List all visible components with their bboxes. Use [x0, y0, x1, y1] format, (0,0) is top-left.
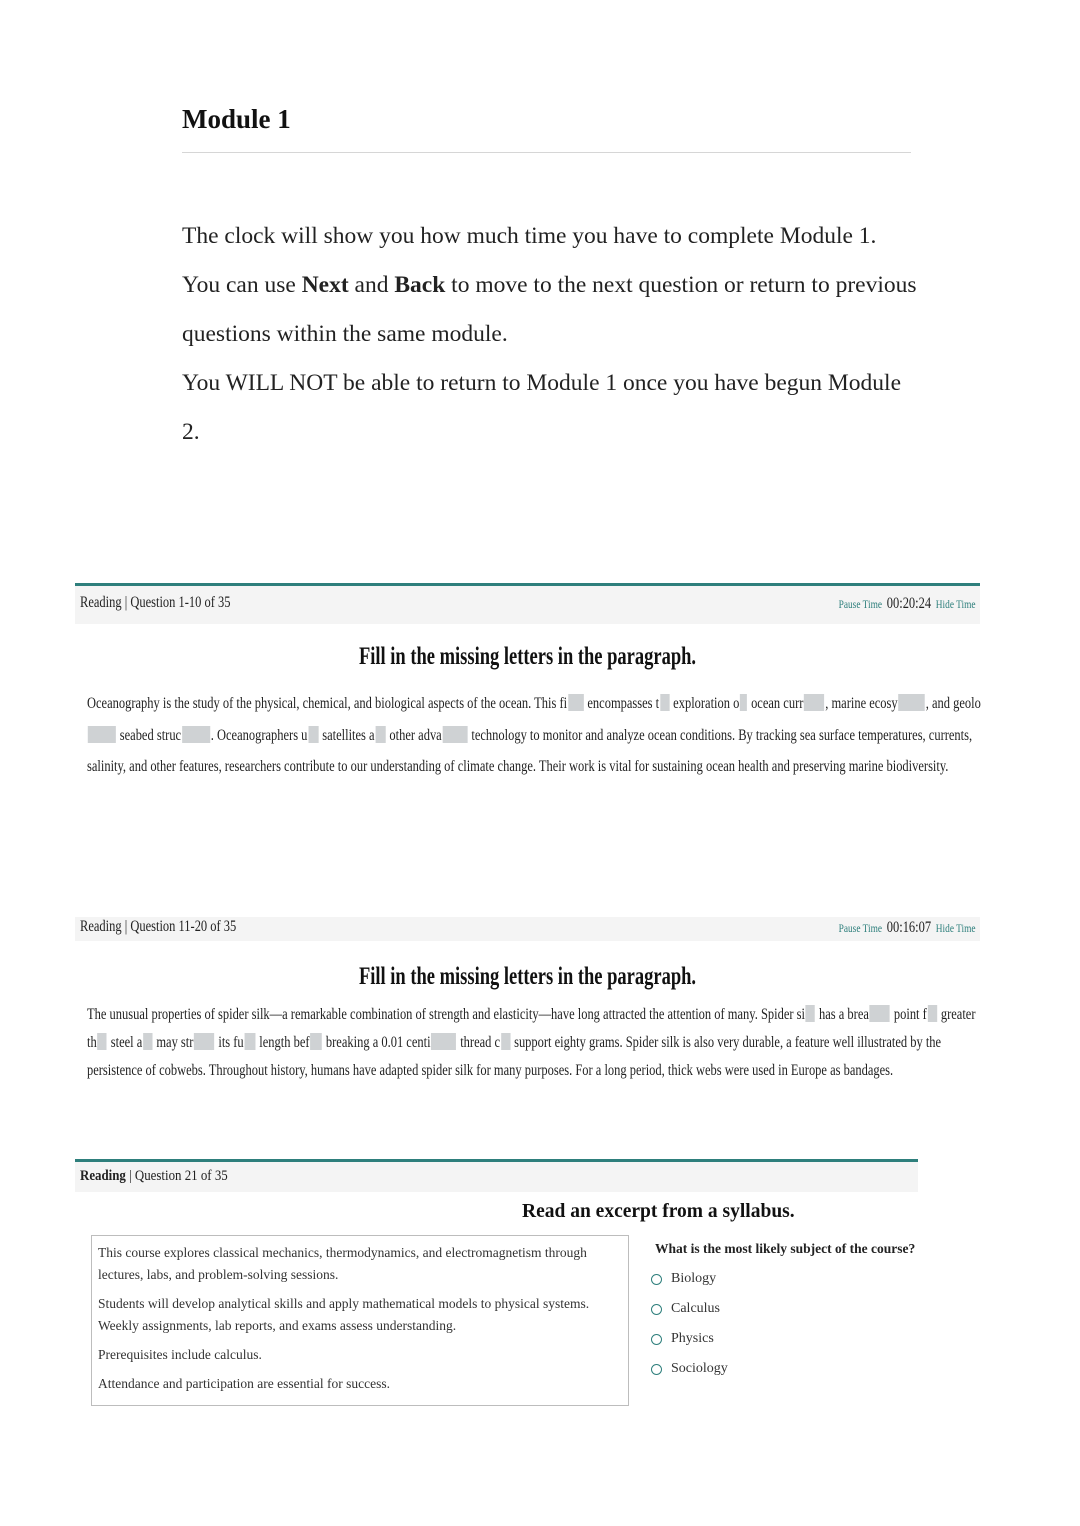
question-heading: Read an excerpt from a syllabus. [522, 1201, 795, 1222]
passage-text: thread c [457, 1034, 501, 1051]
blank-input[interactable] [308, 726, 318, 743]
syllabus-paragraph: Attendance and participation are essential for success. [98, 1376, 391, 1391]
passage-text: satellites a [319, 726, 375, 744]
passage-text: , and geolo [925, 695, 981, 712]
timer-controls [839, 595, 976, 613]
answer-option-physics[interactable] [651, 1331, 714, 1347]
module-instructions [182, 212, 922, 457]
blank-input[interactable] [740, 694, 747, 711]
question-position: Reading | Question 11-20 of 35 [80, 918, 237, 935]
blank-input[interactable] [244, 1033, 255, 1050]
radio-button[interactable] [651, 1304, 662, 1315]
radio-button[interactable] [651, 1364, 662, 1375]
blank-input[interactable] [870, 1005, 890, 1022]
radio-button[interactable] [651, 1334, 662, 1345]
blank-input[interactable] [310, 1033, 322, 1050]
passage-text: breaking a 0.01 centi [322, 1034, 431, 1051]
answer-option-biology[interactable] [651, 1271, 716, 1287]
passage [87, 688, 984, 783]
option-label: Sociology [671, 1361, 728, 1376]
question-position: Reading | Question 21 of 35 [80, 1168, 228, 1184]
passage-text: may str [153, 1034, 194, 1051]
blank-input[interactable] [660, 694, 669, 711]
module-title: Module 1 [182, 104, 291, 134]
passage-text: its fu [215, 1034, 244, 1051]
blank-input[interactable] [375, 726, 385, 743]
passage-text: greater th [87, 1006, 976, 1051]
instruction-text: to move to the next question or return to previous questions within the same module. [182, 272, 917, 347]
blank-input[interactable] [568, 694, 584, 711]
blank-input[interactable] [501, 1033, 510, 1050]
question-toolbar [75, 1159, 918, 1192]
blank-input[interactable] [194, 1033, 214, 1050]
instruction-navigation [182, 261, 922, 359]
option-label: Physics [671, 1331, 714, 1346]
blank-input[interactable] [143, 1033, 152, 1050]
timer-display: 00:20:24 [887, 595, 932, 612]
passage-text: The unusual properties of spider silk—a remarkable combination of strength and elasticity—have long attracted the attention of many. Spider si [87, 1006, 805, 1023]
question-range: Question 11-20 of 35 [130, 918, 237, 935]
instruction-clock: The clock will show you how much time you have to complete Module 1. [182, 223, 877, 249]
blank-input[interactable] [898, 694, 925, 711]
back-keyword: Back [394, 272, 446, 298]
passage-text: other adva [386, 726, 442, 744]
pause-time-button[interactable]: Pause Time [839, 921, 883, 935]
passage-text: ocean curr [747, 695, 804, 712]
section-label: Reading [80, 1168, 126, 1184]
option-label: Calculus [671, 1301, 720, 1316]
question-toolbar [75, 583, 980, 624]
question-range: Question 21 of 35 [134, 1168, 228, 1184]
divider [182, 152, 911, 153]
instruction-text: and [348, 272, 395, 298]
blank-input[interactable] [97, 1033, 106, 1050]
answer-option-calculus[interactable] [651, 1301, 720, 1317]
blank-input[interactable] [442, 726, 467, 743]
answer-option-sociology[interactable] [651, 1361, 728, 1377]
passage-text: point f [890, 1006, 927, 1023]
passage-text: Oceanography is the study of the physical, chemical, and biological aspects of the ocean. This fi [87, 695, 568, 712]
instruction-text: You can use [182, 272, 302, 298]
question-range: Question 1-10 of 35 [130, 594, 231, 611]
section-label: Reading [80, 594, 122, 611]
radio-button[interactable] [651, 1274, 662, 1285]
syllabus-paragraph: Prerequisites include calculus. [98, 1347, 262, 1362]
passage [87, 1001, 984, 1085]
timer-display: 00:16:07 [887, 919, 932, 936]
passage-text: . Oceanographers u [210, 726, 308, 744]
blank-input[interactable] [928, 1005, 937, 1022]
blank-input[interactable] [804, 694, 824, 711]
option-label: Biology [671, 1271, 717, 1286]
syllabus-excerpt [91, 1235, 629, 1406]
question-heading: Fill in the missing letters in the paragraph. [358, 963, 697, 990]
pause-time-button[interactable]: Pause Time [839, 597, 883, 611]
blank-input[interactable] [431, 1033, 456, 1050]
blank-input[interactable] [88, 726, 116, 743]
section-label: Reading [80, 918, 122, 935]
syllabus-paragraph: This course explores classical mechanics, thermodynamics, and electromagnetism through lectures, labs, and problem-solving sessions. [98, 1245, 587, 1282]
question-screen-3 [75, 1159, 918, 1414]
passage-text: encompasses t [584, 695, 660, 712]
blank-input[interactable] [806, 1005, 815, 1022]
passage-text: steel a [107, 1034, 143, 1051]
question-toolbar [75, 917, 980, 941]
question-screen-1 [75, 583, 980, 803]
question-position: Reading | Question 1-10 of 35 [80, 594, 231, 611]
passage-text: support eighty grams. Spider silk is also very durable, a feature well illustrated by the persistence of cobwebs. Throughout history, humans have adapted spider silk for many purposes. For a long period, thick webs were used in Europe as bandages. [87, 1034, 942, 1079]
timer-controls [839, 919, 976, 937]
question-heading: Fill in the missing letters in the paragraph. [358, 643, 697, 670]
question-prompt: What is the most likely subject of the course? [655, 1241, 916, 1256]
instruction-warning: You WILL NOT be able to return to Module 1 once you have begun Module 2. [182, 370, 902, 445]
passage-text: , marine ecosy [825, 695, 898, 712]
passage-text: has a brea [815, 1006, 869, 1023]
passage-text: exploration o [670, 695, 740, 712]
blank-input[interactable] [182, 726, 210, 743]
hide-time-button[interactable]: Hide Time [936, 597, 976, 611]
next-keyword: Next [301, 272, 349, 298]
syllabus-paragraph: Students will develop analytical skills and apply mathematical models to physical systems. Weekly assignments, lab reports, and exams assess understanding. [98, 1296, 590, 1333]
hide-time-button[interactable]: Hide Time [936, 921, 976, 935]
question-screen-2 [75, 917, 980, 1097]
passage-text: seabed struc [116, 726, 182, 744]
passage-text: technology to monitor and analyze ocean conditions. By tracking sea surface temperatures, currents, salinity, and other features, researchers contribute to our understanding of climate change. Their work is vital for sustaining ocean health and preserving marine biodiversity. [87, 726, 973, 775]
passage-text: length bef [256, 1034, 310, 1051]
